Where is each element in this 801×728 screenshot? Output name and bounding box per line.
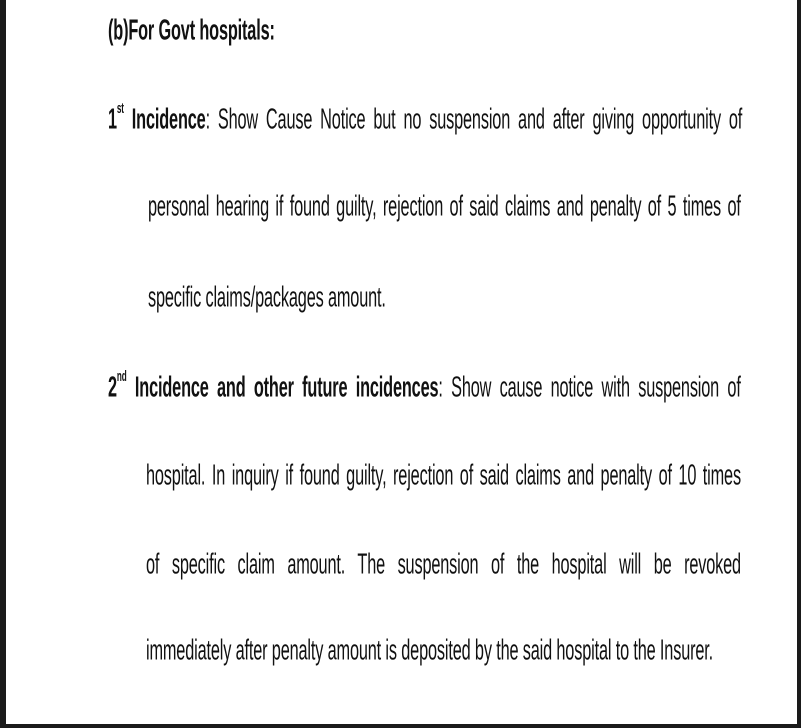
- item-2-number: 2nd: [108, 369, 127, 403]
- item-2-line-3: [146, 547, 741, 580]
- item-2-line-1-rest: : Show cause notice with suspension of: [438, 370, 741, 403]
- section-heading: (b)For Govt hospitals:: [108, 13, 275, 46]
- item-1-line-1-rest: : Show Cause Notice but no suspension and after giving opportunity of: [205, 102, 743, 135]
- item-2-label: Incidence and other future incidences: [134, 370, 439, 403]
- item-1-line-1-text: [108, 101, 743, 135]
- item-2-line-4: immediately after penalty amount is deposited by the said hospital to the Insurer.: [146, 633, 714, 666]
- item-2-line-3-text: of specific claim amount. The suspension of the hospital will be revoked: [146, 547, 741, 580]
- item-1-line-1: [108, 101, 743, 135]
- item-1-line-2-text: personal hearing if found guilty, rejection of said claims and penalty of 5 times of: [148, 189, 741, 222]
- item-2-line-1-text: [108, 369, 741, 403]
- item-1-number: 1st: [108, 101, 124, 135]
- item-2-line-1: [108, 369, 741, 403]
- item-1-line-2: [148, 189, 741, 222]
- item-2-line-2-text: hospital. In inquiry if found guilty, rejection of said claims and penalty of 10 times: [146, 458, 741, 491]
- item-2-line-2: [146, 458, 741, 491]
- item-1-label: Incidence: [131, 102, 206, 135]
- item-1-line-3: specific claims/packages amount.: [148, 280, 386, 313]
